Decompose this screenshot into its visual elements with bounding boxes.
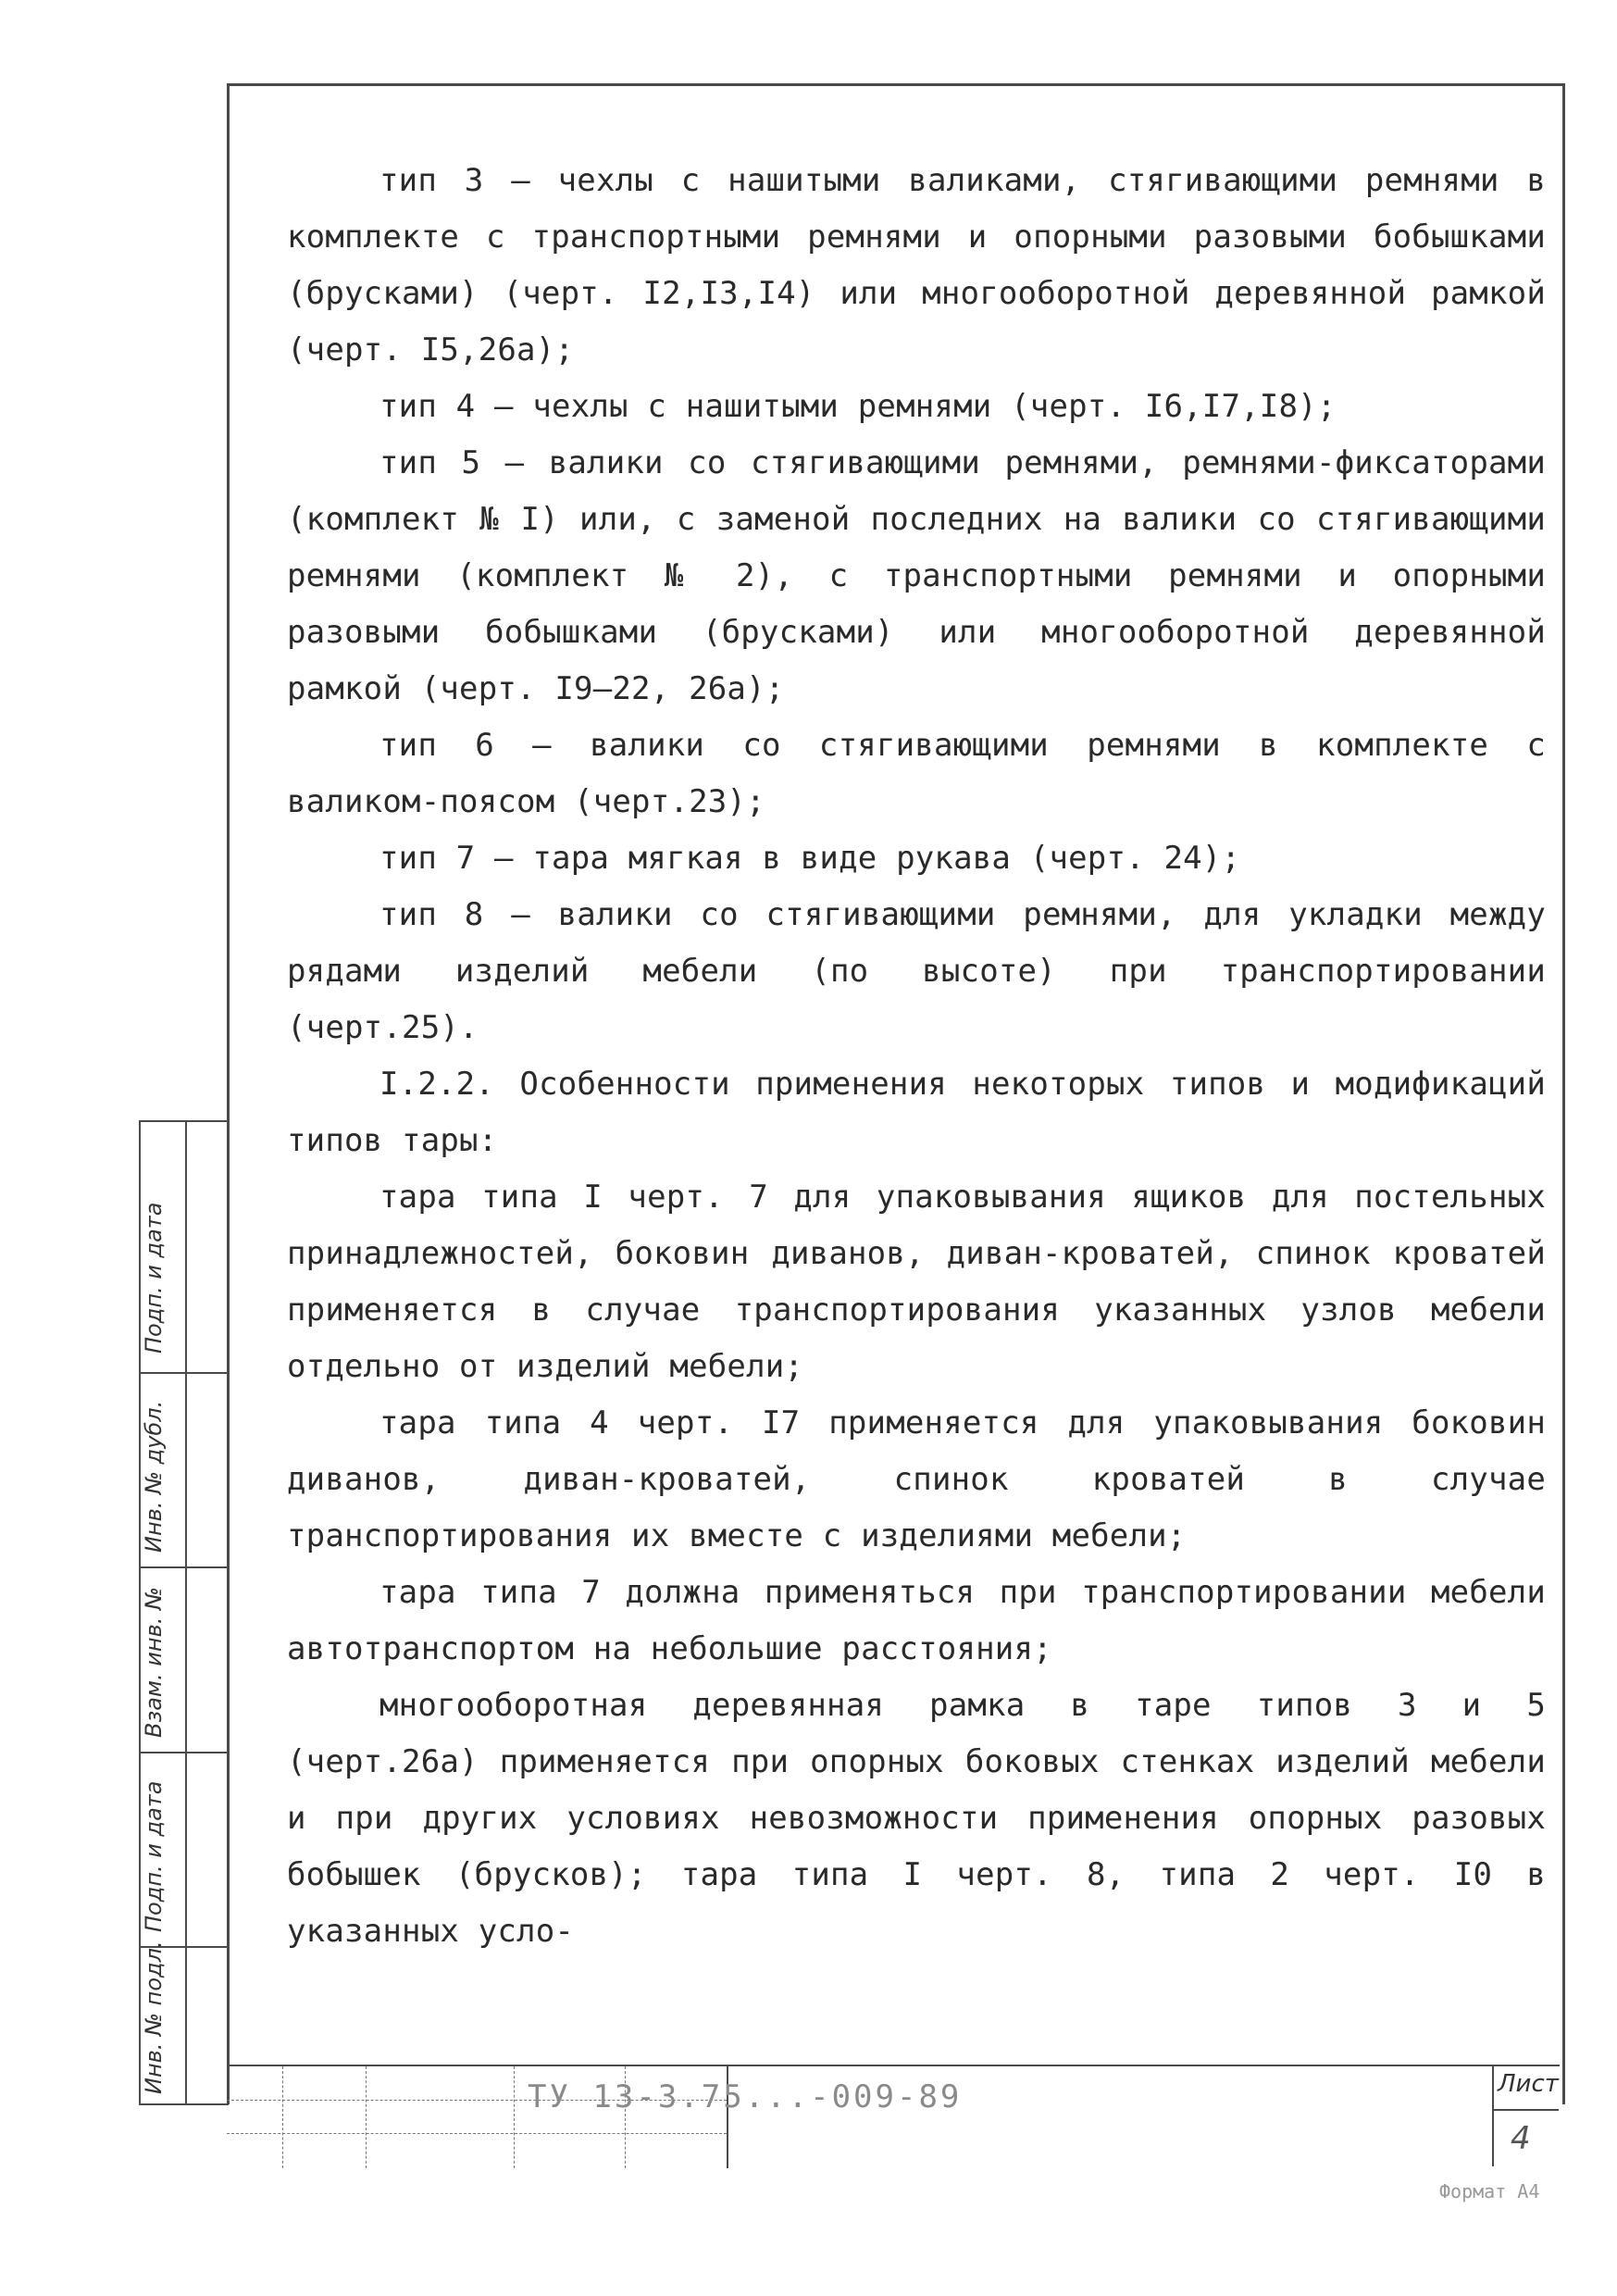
paragraph: тара типа I черт. 7 для упаковывания ящиков для постельных принадлежностей, боковин диванов, диван-кроватей, спинок кроватей применяется в случае транспортирования указанных узлов мебели отдельно от изделий мебели; xyxy=(287,1179,1546,1385)
document-code: ТУ 13-3.75...-009-89 xyxy=(528,2078,963,2115)
paragraph: тип 3 – чехлы с нашитыми валиками, стягивающими ремнями в комплекте с транспортными ремнями и опорными разовыми бобышками (брусками) (черт. I2,I3,I4) или многооборотной деревянной рамкой (черт. I5,26а); xyxy=(287,162,1546,368)
paragraph: тара типа 7 должна применяться при транспортировании мебели автотранспортом на небольшие расстояния; xyxy=(287,1574,1546,1667)
paragraph: тип 7 – тара мягкая в виде рукава (черт. 24); xyxy=(379,840,1241,877)
paragraph: тип 5 – валики со стягивающими ремнями, ремнями-фиксаторами (комплект № I) или, с заменой последних на валики со стягивающими ремнями (комплект № 2), с транспортными ремнями и опорными разовыми бобышками (брусками) или многооборотной деревянной рамкой (черт. I9–22, 26а); xyxy=(287,444,1546,707)
document-body xyxy=(287,153,1546,1960)
stamp-cell xyxy=(141,1752,229,1948)
section-heading: I.2.2. Особенности применения некоторых типов и модификаций типов тары: xyxy=(287,1066,1546,1159)
stamp-label: Взам. инв. № xyxy=(141,1587,167,1738)
margin-stamp xyxy=(139,1120,229,2105)
stamp-cell xyxy=(141,1940,229,2102)
stamp-cell xyxy=(141,1372,229,1568)
stamp-label: Инв. № подл. xyxy=(141,1940,167,2094)
stamp-label: Подп. и дата xyxy=(141,1202,167,1354)
stamp-label: Инв. № дубл. xyxy=(141,1400,167,1553)
stamp-cell xyxy=(141,1122,229,1374)
format-note: Формат А4 xyxy=(1439,2180,1540,2202)
stamp-label: Подп. и дата xyxy=(141,1780,167,1932)
paragraph: тип 6 – валики со стягивающими ремнями в комплекте с валиком-поясом (черт.23); xyxy=(287,727,1546,820)
paragraph: тара типа 4 черт. I7 применяется для упаковывания боковин диванов, диван-кроватей, спинок кроватей в случае транспортирования их вместе с изделиями мебели; xyxy=(287,1404,1546,1554)
sheet-label: Лист xyxy=(1498,2070,1559,2098)
paragraph: тип 4 – чехлы с нашитыми ремнями (черт. I6,I7,I8); xyxy=(379,388,1337,425)
stamp-cell xyxy=(141,1566,229,1753)
paragraph: многооборотная деревянная рамка в таре типов 3 и 5 (черт.26а) применяется при опорных боковых стенках изделий мебели и при других условиях невозможности применения опорных разовых бобышек (брусков); тара типа I черт. 8, типа 2 черт. I0 в указанных усло- xyxy=(287,1687,1546,1950)
sheet-number: 4 xyxy=(1511,2120,1531,2157)
paragraph: тип 8 – валики со стягивающими ремнями, для укладки между рядами изделий мебели (по высоте) при транспортировании (черт.25). xyxy=(287,896,1546,1046)
